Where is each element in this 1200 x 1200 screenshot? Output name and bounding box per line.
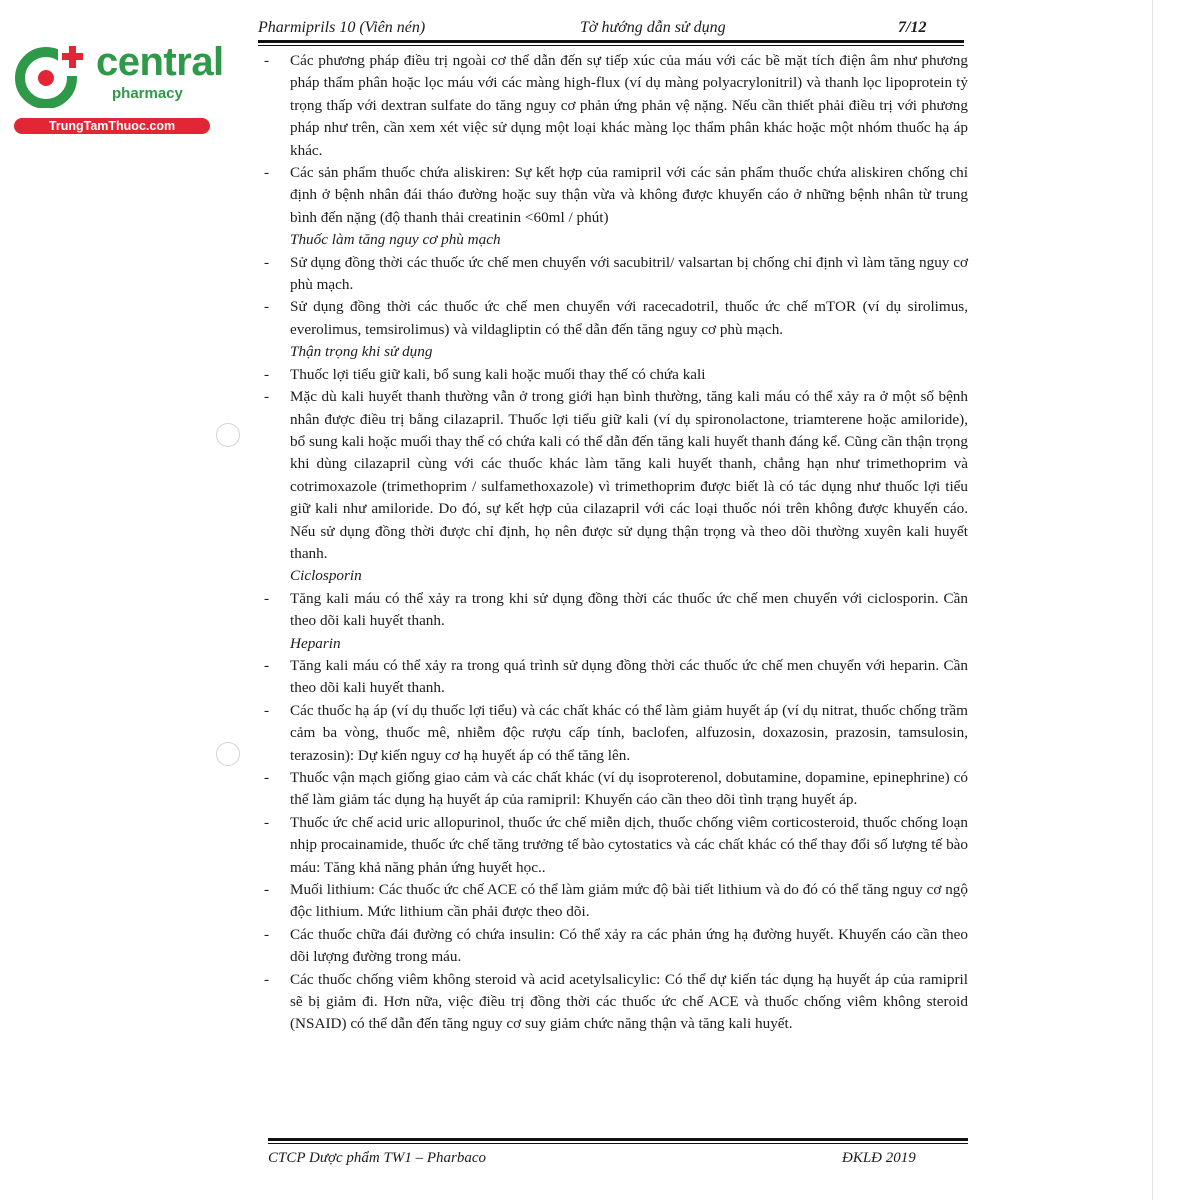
section-heading: Heparin bbox=[290, 634, 341, 652]
footer-rule-thin bbox=[268, 1143, 968, 1144]
logo-sub-text: pharmacy bbox=[112, 85, 183, 102]
punch-hole-top bbox=[216, 423, 240, 447]
header-rule bbox=[258, 40, 964, 43]
logo-site-badge: TrungTamThuoc.com bbox=[14, 118, 210, 134]
registration-year: ĐKLĐ 2019 bbox=[842, 1150, 916, 1166]
section-heading: Ciclosporin bbox=[290, 567, 362, 585]
list-item: - Mặc dù kali huyết thanh thường vẫn ở trong giới hạn bình thường, tăng kali máu có thể xảy ra ở một số bệnh nhân được điều trị bằng cilazapril. Thuốc lợi tiểu giữ kali (ví dụ spironolactone, triamterene hoặc amiloride), bổ sung kali hoặc muối thay thế có chứa kali có thể dẫn đến tăng kali huyết thanh đáng kể. Cũng cần thận trọng khi dùng cilazapril cùng với các thuốc khác làm tăng kali huyết thanh, chẳng hạn như trimethoprim và cotrimoxazole (trimethoprim / sulfamethoxazole) vì trimethoprim được biết là có tác dụng như thuốc lợi tiểu giữ kali như amiloride. Do đó, sự kết hợp của cilazapril với các loại thuốc nói trên không được khuyến cáo. Nếu sử dụng đồng thời được chỉ định, họ nên được sử dụng thận trọng và theo dõi thường xuyên kali huyết thanh. bbox=[262, 386, 968, 565]
manufacturer: CTCP Dược phẩm TW1 – Pharbaco bbox=[268, 1150, 486, 1166]
pharmacy-logo-icon bbox=[12, 40, 90, 108]
logo-brand-text: central bbox=[96, 40, 224, 84]
list-item: - Thuốc lợi tiểu giữ kali, bổ sung kali hoặc muối thay thế có chứa kali bbox=[262, 364, 968, 386]
document-title: Tờ hướng dẫn sử dụng bbox=[580, 19, 726, 36]
page-number: 7/12 bbox=[898, 19, 927, 36]
central-pharmacy-logo bbox=[10, 36, 224, 136]
section-heading: Thận trọng khi sử dụng bbox=[290, 343, 433, 361]
list-item: - Các sản phẩm thuốc chứa aliskiren: Sự kết hợp của ramipril với các sản phẩm thuốc chứa aliskiren chống chỉ định ở bệnh nhân đái tháo đường hoặc suy thận vừa và không được khuyến cáo ở những bệnh nhân từ trung bình đến nặng (độ thanh thải creatinin <60ml / phút) bbox=[262, 162, 968, 229]
list-item: - Các phương pháp điều trị ngoài cơ thể dẫn đến sự tiếp xúc của máu với các bề mặt tích điện âm như phương pháp thẩm phân hoặc lọc máu với các màng high-flux (ví dụ màng polyacrylonitril) và thanh lọc lipoprotein tỷ trọng thấp với dextran sulfate do tăng nguy cơ phản ứng phản vệ nặng. Nếu cần thiết phải điều trị với phương pháp như trên, cần xem xét việc sử dụng một loại khác màng lọc thẩm phân khác hoặc một nhóm thuốc hạ áp khác. bbox=[262, 50, 968, 162]
list-item: - Sử dụng đồng thời các thuốc ức chế men chuyển với sacubitril/ valsartan bị chống chỉ định vì làm tăng nguy cơ phù mạch. bbox=[262, 252, 968, 297]
list-item: - Sử dụng đồng thời các thuốc ức chế men chuyển với racecadotril, thuốc ức chế mTOR (ví dụ sirolimus, everolimus, temsirolimus) và vildagliptin có thể dẫn đến tăng nguy cơ phù mạch. bbox=[262, 296, 968, 341]
document-body bbox=[262, 50, 968, 1036]
list-item: - Các thuốc chống viêm không steroid và acid acetylsalicylic: Có thể dự kiến tác dụng hạ huyết áp của ramipril sẽ bị giảm đi. Hơn nữa, việc điều trị đồng thời các thuốc ức chế ACE và thuốc chống viêm không steroid (NSAID) có thể dẫn đến tăng nguy cơ suy giảm chức năng thận và tăng kali huyết. bbox=[262, 969, 968, 1036]
page-edge bbox=[1152, 0, 1153, 1200]
list-item: - Thuốc vận mạch giống giao cảm và các chất khác (ví dụ isoproterenol, dobutamine, dopamine, epinephrine) có thể làm giảm tác dụng hạ huyết áp của ramipril: Khuyến cáo cần theo dõi tình trạng huyết áp. bbox=[262, 767, 968, 812]
list-item: - Muối lithium: Các thuốc ức chế ACE có thể làm giảm mức độ bài tiết lithium và do đó có thể tăng nguy cơ ngộ độc lithium. Mức lithium cần phải được theo dõi. bbox=[262, 879, 968, 924]
punch-hole-bottom bbox=[216, 742, 240, 766]
header-rule-thin bbox=[258, 45, 964, 46]
page-header bbox=[258, 17, 963, 39]
page-footer bbox=[268, 1150, 968, 1172]
footer-rule bbox=[268, 1138, 968, 1141]
list-item: - Các thuốc hạ áp (ví dụ thuốc lợi tiểu) và các chất khác có thể làm giảm huyết áp (ví dụ nitrat, thuốc chống trầm cảm ba vòng, thuốc mê, nhiễm độc rượu cấp tính, baclofen, alfuzosin, doxazosin, prazosin, tamsulosin, terazosin): Dự kiến nguy cơ hạ huyết áp có thể tăng lên. bbox=[262, 700, 968, 767]
list-item: - Tăng kali máu có thể xảy ra trong khi sử dụng đồng thời các thuốc ức chế men chuyển với ciclosporin. Cần theo dõi kali huyết thanh. bbox=[262, 588, 968, 633]
list-item: - Các thuốc chữa đái đường có chứa insulin: Có thể xảy ra các phản ứng hạ đường huyết. Khuyến cáo cần theo dõi lượng đường trong máu. bbox=[262, 924, 968, 969]
section-heading: Thuốc làm tăng nguy cơ phù mạch bbox=[290, 231, 501, 249]
list-item: - Tăng kali máu có thể xảy ra trong quá trình sử dụng đồng thời các thuốc ức chế men chuyển với heparin. Cần theo dõi kali huyết thanh. bbox=[262, 655, 968, 700]
list-item: - Thuốc ức chế acid uric allopurinol, thuốc ức chế miễn dịch, thuốc chống viêm corticosteroid, thuốc chống loạn nhịp procainamide, thuốc ức chế tăng trưởng tế bào cytostatics và các chất khác có thể thay đổi số lượng tế bào máu: Tăng khả năng phản ứng huyết học.. bbox=[262, 812, 968, 879]
product-name: Pharmiprils 10 (Viên nén) bbox=[258, 19, 426, 36]
